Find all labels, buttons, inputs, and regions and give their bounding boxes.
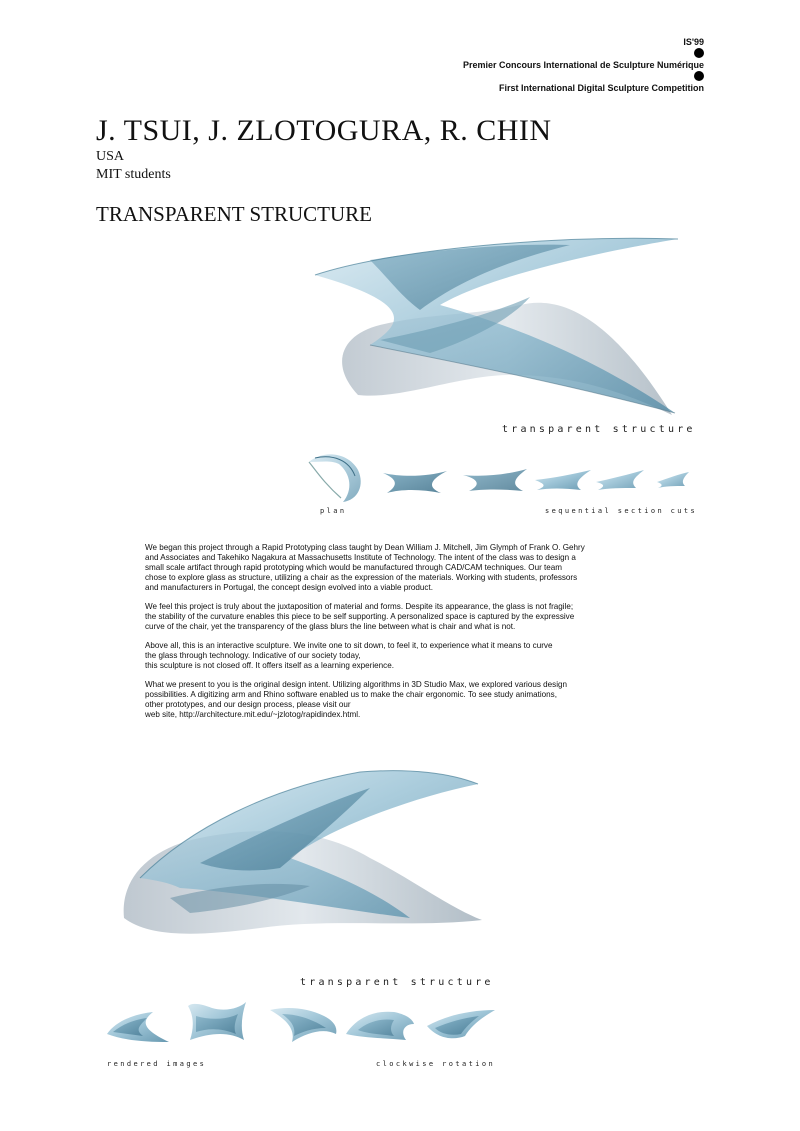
thumbnail-caption-rendered: rendered images (107, 1060, 207, 1068)
paragraph-4: What we present to you is the original design intent. Utilizing algorithms in 3D Studio Max, we explored various design possibilities. A digitizing arm and Rhino software enabled us to make the chair ergonomic. To see study animations, other prototypes, and our design process, please visit our web site, http://architecture.mit.edu/~jzlotog/rapidindex.html. (145, 680, 567, 719)
thumbnail-caption-plan: plan (320, 507, 347, 515)
figure-caption-top: transparent structure (502, 424, 696, 435)
thumbnail-section-2 (461, 465, 529, 495)
author-country: USA (96, 149, 125, 164)
thumbnail-caption-sections: sequential section cuts (545, 507, 698, 515)
sculpture-render-bottom (110, 768, 490, 940)
author-names: J. TSUI, J. ZLOTOGURA, R. CHIN (96, 114, 552, 147)
thumbnail-section-1 (381, 465, 449, 495)
paragraph-1: We began this project through a Rapid Prototyping class taught by Dean William J. Mitchell, Jim Glymph of Frank O. Gehry and Associates and Takehiko Nagakura at Massachusetts Institute of Technology. The intent of the class was to design a small scale artifact through rapid prototyping which would be manufactured through CAD/CAM techniques. Our team chose to explore glass as structure, utilizing a chair as the expression of the materials. Working with students, professors and manufacturers in Portugal, the concept design evolved into a viable product. (145, 543, 585, 592)
author-affiliation: MIT students (96, 167, 171, 182)
thumbnail-plan (303, 450, 371, 506)
competition-name-en: First International Digital Sculpture Competition (498, 83, 704, 93)
thumbnail-render-1 (103, 1008, 173, 1044)
thumbnail-render-5 (425, 1006, 497, 1044)
thumbnail-section-4 (594, 468, 646, 492)
thumbnail-caption-rotation: clockwise rotation (376, 1060, 496, 1068)
bullet-dot (694, 48, 704, 58)
thumbnail-section-3 (533, 466, 593, 494)
project-title: TRANSPARENT STRUCTURE (96, 202, 372, 226)
description-text (145, 543, 665, 729)
figure-caption-bottom: transparent structure (300, 977, 494, 988)
competition-name-fr: Premier Concours International de Sculpture Numérique (462, 60, 704, 70)
thumbnail-render-2 (182, 998, 250, 1044)
bullet-dot (694, 71, 704, 81)
sculpture-render-top (310, 235, 690, 420)
thumbnail-render-3 (268, 1004, 340, 1044)
thumbnail-section-5 (655, 470, 691, 490)
competition-code: IS'99 (683, 37, 704, 47)
paragraph-2: We feel this project is truly about the juxtaposition of material and forms. Despite its appearance, the glass is not fragile; the stability of the curvature enables this piece to be self supporting. A personalized space is captured by the expressive curve of the chair, yet the transparency of the glass blurs the line between what is chair and what is not. (145, 602, 575, 631)
paragraph-3: Above all, this is an interactive sculpture. We invite one to sit down, to feel it, to experience what it means to curve the glass through technology. Indicative of our society today, this sculpture is not closed off. It offers itself as a learning experience. (145, 641, 553, 670)
thumbnail-render-4 (344, 1008, 416, 1044)
